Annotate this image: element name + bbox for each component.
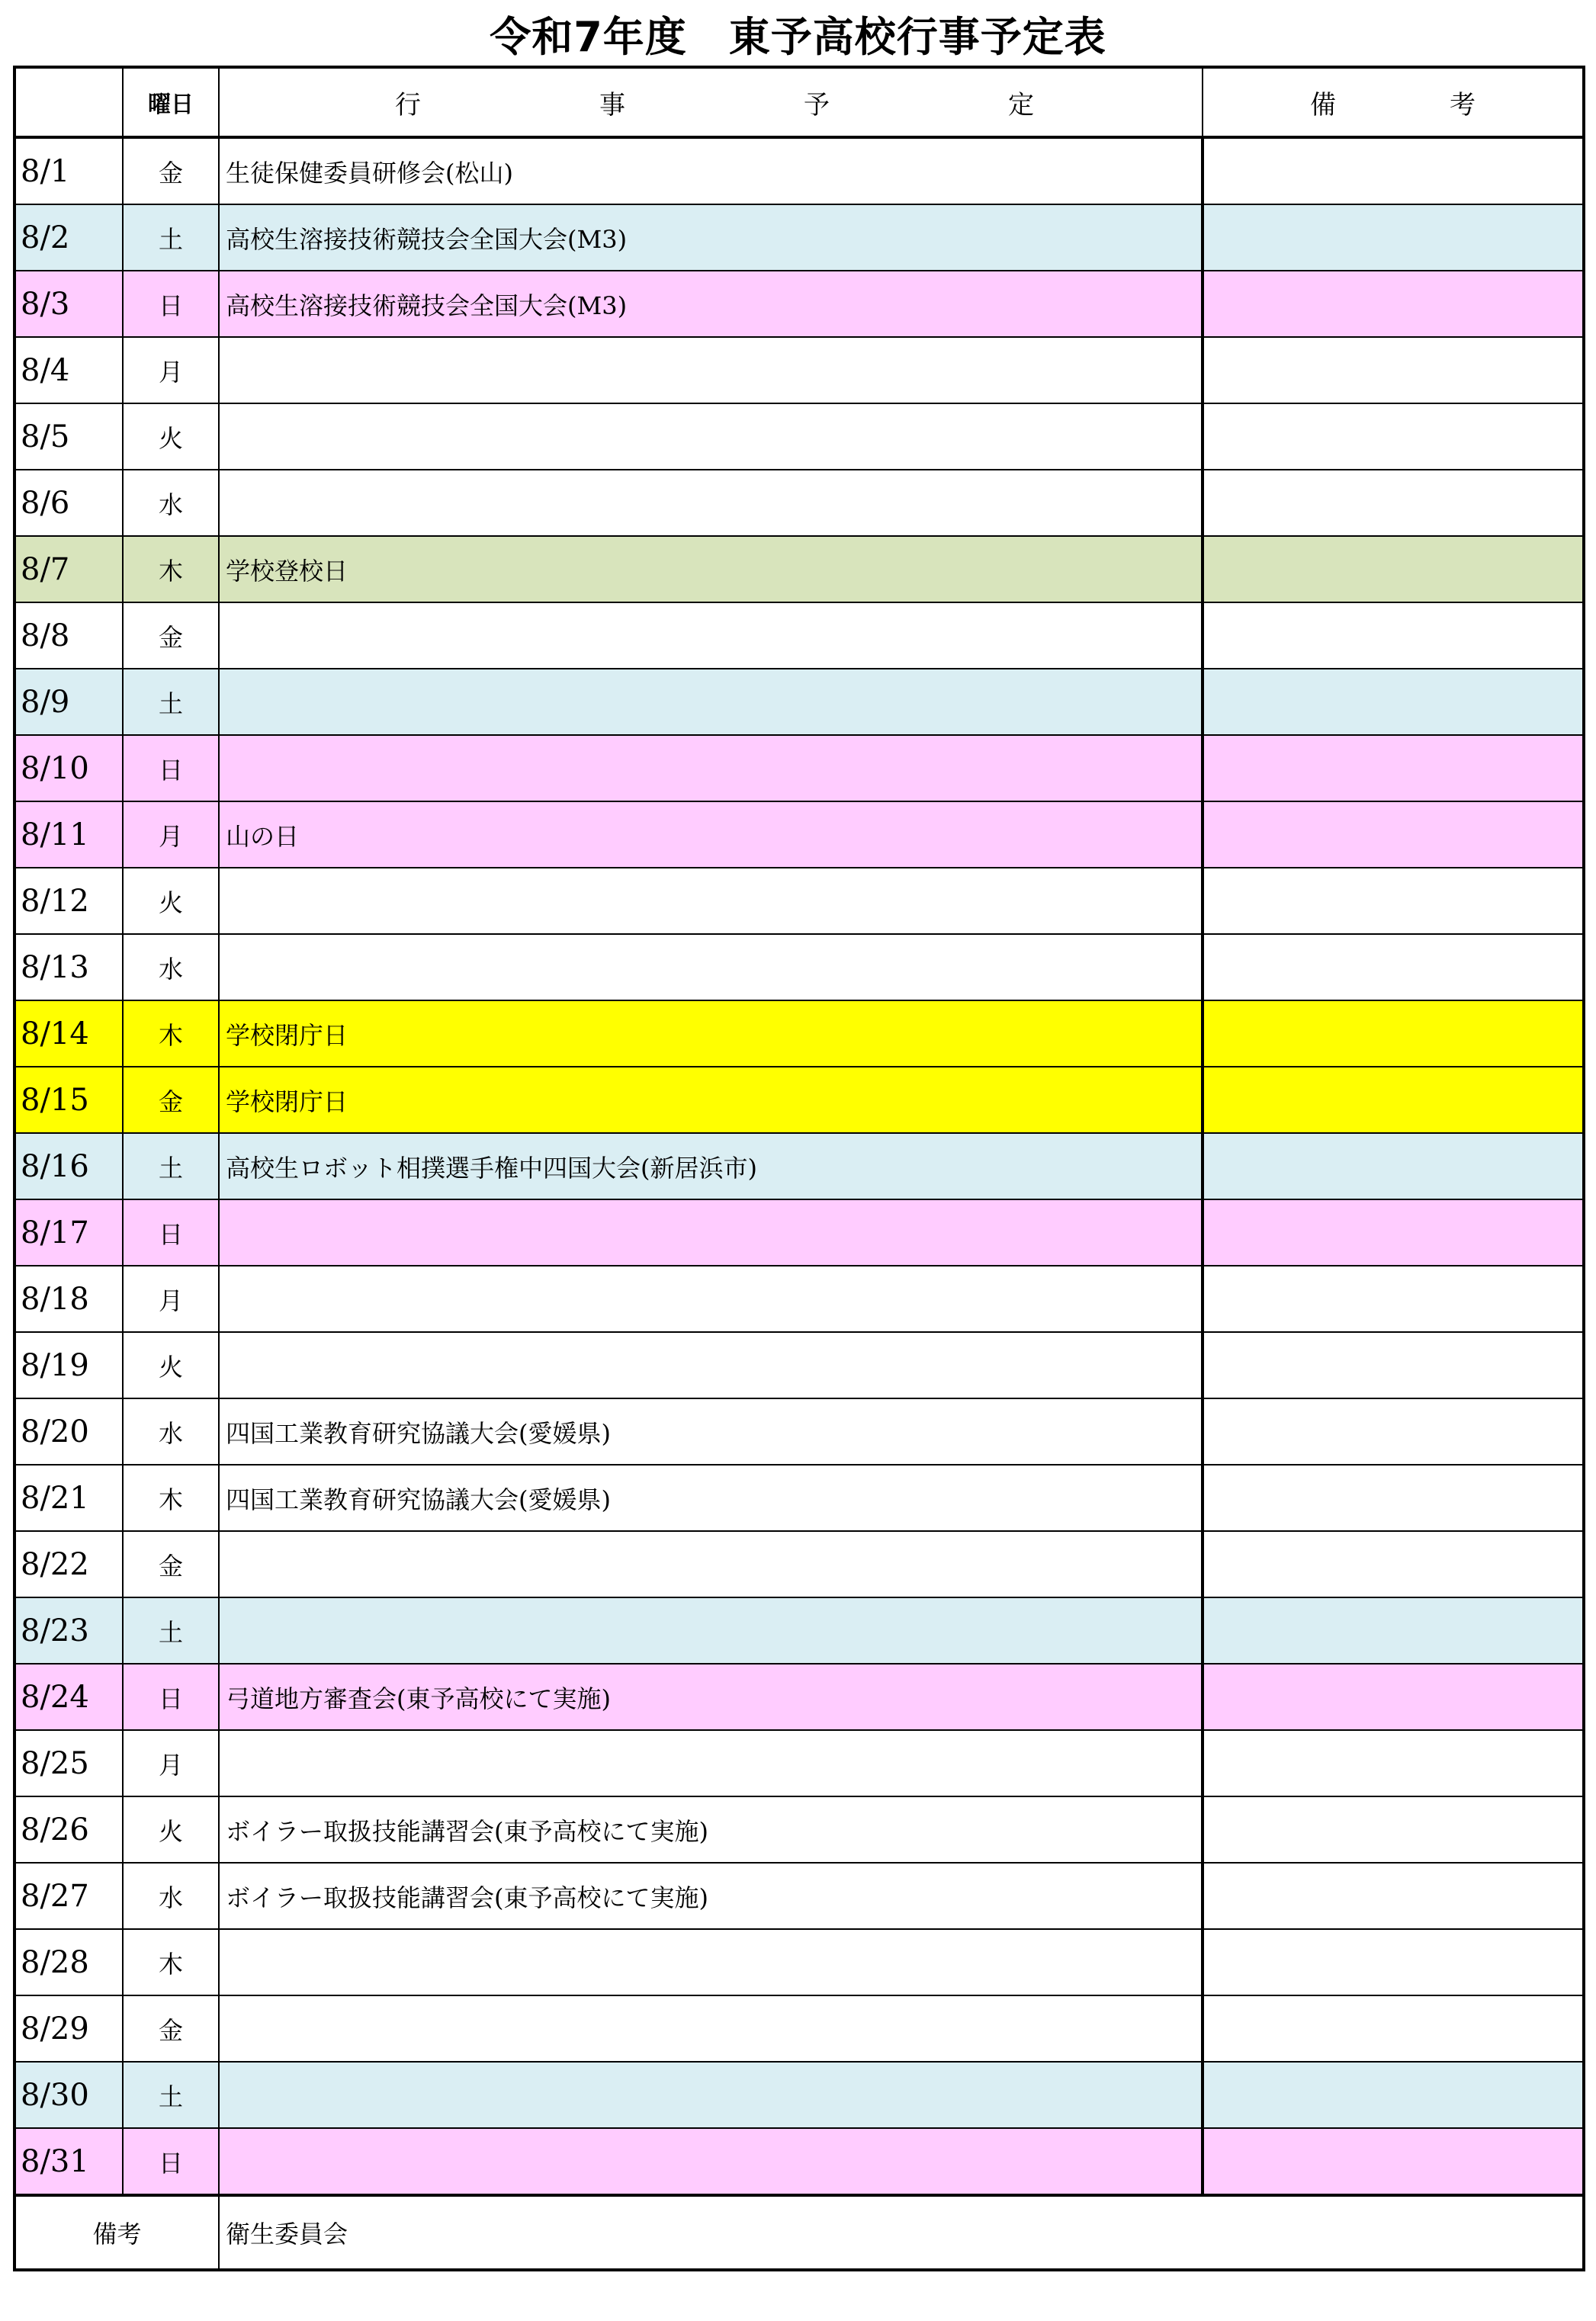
date-cell: 8/26 [14, 1796, 123, 1863]
date-cell: 8/30 [14, 2062, 123, 2128]
event-cell [219, 2062, 1203, 2128]
youbi-cell: 火 [123, 1332, 219, 1398]
youbi-cell: 日 [123, 1199, 219, 1266]
note-cell [1203, 1199, 1584, 1266]
event-cell: 高校生ロボット相撲選手権中四国大会(新居浜市) [219, 1133, 1203, 1199]
youbi-cell: 水 [123, 470, 219, 536]
table-row [14, 1995, 1584, 2062]
event-cell [219, 1199, 1203, 1266]
date-cell: 8/11 [14, 801, 123, 868]
youbi-cell: 木 [123, 536, 219, 602]
youbi-cell: 土 [123, 2062, 219, 2128]
event-cell: 学校閉庁日 [219, 1067, 1203, 1133]
footer-text: 衛生委員会 [219, 2195, 1584, 2270]
table-row [14, 536, 1584, 602]
date-cell: 8/16 [14, 1133, 123, 1199]
date-cell: 8/22 [14, 1531, 123, 1597]
table-row [14, 2062, 1584, 2128]
note-cell [1203, 1863, 1584, 1929]
table-row [14, 1796, 1584, 1863]
date-cell: 8/7 [14, 536, 123, 602]
note-cell [1203, 536, 1584, 602]
footer-label: 備考 [14, 2195, 219, 2270]
event-cell: ボイラー取扱技能講習会(東予高校にて実施) [219, 1796, 1203, 1863]
table-row [14, 1730, 1584, 1796]
note-cell [1203, 1597, 1584, 1664]
date-cell: 8/28 [14, 1929, 123, 1995]
youbi-cell: 水 [123, 934, 219, 1000]
youbi-cell: 月 [123, 337, 219, 403]
date-cell: 8/2 [14, 204, 123, 271]
date-cell: 8/10 [14, 735, 123, 801]
note-cell [1203, 1000, 1584, 1067]
event-cell [219, 602, 1203, 669]
youbi-cell: 月 [123, 801, 219, 868]
table-row [14, 1332, 1584, 1398]
youbi-cell: 金 [123, 1067, 219, 1133]
table-row [14, 1067, 1584, 1133]
note-cell [1203, 1465, 1584, 1531]
note-cell [1203, 735, 1584, 801]
note-cell [1203, 2062, 1584, 2128]
note-cell [1203, 934, 1584, 1000]
date-cell: 8/17 [14, 1199, 123, 1266]
event-cell [219, 934, 1203, 1000]
event-cell [219, 868, 1203, 934]
table-row [14, 602, 1584, 669]
youbi-cell: 木 [123, 1929, 219, 1995]
event-cell [219, 1929, 1203, 1995]
event-cell: 四国工業教育研究協議大会(愛媛県) [219, 1398, 1203, 1465]
youbi-cell: 水 [123, 1863, 219, 1929]
note-cell [1203, 669, 1584, 735]
table-row [14, 204, 1584, 271]
table-row [14, 669, 1584, 735]
table-row [14, 801, 1584, 868]
event-cell [219, 1995, 1203, 2062]
date-cell: 8/25 [14, 1730, 123, 1796]
schedule-body [14, 137, 1584, 2195]
youbi-cell: 日 [123, 735, 219, 801]
event-cell [219, 1332, 1203, 1398]
event-cell [219, 1266, 1203, 1332]
youbi-cell: 月 [123, 1730, 219, 1796]
schedule-table [13, 66, 1585, 2271]
event-cell [219, 403, 1203, 470]
date-cell: 8/20 [14, 1398, 123, 1465]
event-cell: 学校閉庁日 [219, 1000, 1203, 1067]
youbi-cell: 月 [123, 1266, 219, 1332]
note-header-char: 備 [1310, 89, 1336, 120]
note-cell [1203, 868, 1584, 934]
note-cell [1203, 602, 1584, 669]
note-cell [1203, 1332, 1584, 1398]
event-column-header [219, 67, 1203, 137]
table-row [14, 1929, 1584, 1995]
note-cell [1203, 1266, 1584, 1332]
event-cell [219, 1597, 1203, 1664]
note-cell [1203, 470, 1584, 536]
youbi-cell: 土 [123, 1133, 219, 1199]
date-cell: 8/27 [14, 1863, 123, 1929]
event-cell: 高校生溶接技術競技会全国大会(M3) [219, 271, 1203, 337]
note-cell [1203, 1929, 1584, 1995]
event-cell: 生徒保健委員研修会(松山) [219, 137, 1203, 204]
youbi-cell: 火 [123, 1796, 219, 1863]
event-cell [219, 337, 1203, 403]
table-row [14, 735, 1584, 801]
note-cell [1203, 1796, 1584, 1863]
date-cell: 8/9 [14, 669, 123, 735]
date-cell: 8/21 [14, 1465, 123, 1531]
note-cell [1203, 337, 1584, 403]
header-row [14, 67, 1584, 137]
event-cell [219, 1730, 1203, 1796]
youbi-cell: 火 [123, 403, 219, 470]
footer-row [14, 2195, 1584, 2270]
date-cell: 8/31 [14, 2128, 123, 2195]
event-cell [219, 2128, 1203, 2195]
event-cell [219, 470, 1203, 536]
event-cell: 四国工業教育研究協議大会(愛媛県) [219, 1465, 1203, 1531]
table-row [14, 1863, 1584, 1929]
note-cell [1203, 403, 1584, 470]
youbi-cell: 金 [123, 137, 219, 204]
date-cell: 8/19 [14, 1332, 123, 1398]
date-cell: 8/6 [14, 470, 123, 536]
note-header-char: 考 [1450, 89, 1476, 120]
event-cell [219, 735, 1203, 801]
event-header-char: 事 [599, 89, 625, 120]
table-row [14, 470, 1584, 536]
table-row [14, 2128, 1584, 2195]
event-cell: 学校登校日 [219, 536, 1203, 602]
date-cell: 8/4 [14, 337, 123, 403]
note-cell [1203, 1531, 1584, 1597]
table-row [14, 337, 1584, 403]
date-cell: 8/12 [14, 868, 123, 934]
date-cell: 8/13 [14, 934, 123, 1000]
note-column-header [1203, 67, 1584, 137]
event-header-char: 予 [804, 89, 830, 120]
table-row [14, 403, 1584, 470]
date-cell: 8/8 [14, 602, 123, 669]
date-cell: 8/18 [14, 1266, 123, 1332]
table-row [14, 1199, 1584, 1266]
date-cell: 8/29 [14, 1995, 123, 2062]
date-cell: 8/14 [14, 1000, 123, 1067]
note-cell [1203, 204, 1584, 271]
table-row [14, 1597, 1584, 1664]
table-row [14, 1465, 1584, 1531]
youbi-cell: 火 [123, 868, 219, 934]
event-header-char: 行 [395, 89, 421, 120]
event-cell: 弓道地方審査会(東予高校にて実施) [219, 1664, 1203, 1730]
note-cell [1203, 1133, 1584, 1199]
table-row [14, 1531, 1584, 1597]
table-row [14, 1664, 1584, 1730]
page-title: 令和7年度 東予高校行事予定表 [490, 13, 1106, 61]
youbi-cell: 土 [123, 1597, 219, 1664]
event-cell: 高校生溶接技術競技会全国大会(M3) [219, 204, 1203, 271]
table-row [14, 137, 1584, 204]
youbi-cell: 土 [123, 204, 219, 271]
event-cell [219, 1531, 1203, 1597]
date-cell: 8/23 [14, 1597, 123, 1664]
youbi-cell: 木 [123, 1465, 219, 1531]
table-row [14, 868, 1584, 934]
note-cell [1203, 1067, 1584, 1133]
date-column-header [14, 67, 123, 137]
date-cell: 8/15 [14, 1067, 123, 1133]
youbi-cell: 金 [123, 1995, 219, 2062]
note-cell [1203, 2128, 1584, 2195]
table-row [14, 1000, 1584, 1067]
youbi-cell: 土 [123, 669, 219, 735]
event-cell: 山の日 [219, 801, 1203, 868]
youbi-cell: 日 [123, 271, 219, 337]
table-row [14, 934, 1584, 1000]
event-cell: ボイラー取扱技能講習会(東予高校にて実施) [219, 1863, 1203, 1929]
date-cell: 8/5 [14, 403, 123, 470]
date-cell: 8/24 [14, 1664, 123, 1730]
table-row [14, 1133, 1584, 1199]
youbi-cell: 日 [123, 2128, 219, 2195]
note-cell [1203, 1664, 1584, 1730]
note-cell [1203, 801, 1584, 868]
note-cell [1203, 1730, 1584, 1796]
table-row [14, 1266, 1584, 1332]
table-row [14, 1398, 1584, 1465]
event-cell [219, 669, 1203, 735]
table-row [14, 271, 1584, 337]
date-cell: 8/3 [14, 271, 123, 337]
note-cell [1203, 1398, 1584, 1465]
youbi-cell: 日 [123, 1664, 219, 1730]
youbi-cell: 水 [123, 1398, 219, 1465]
date-cell: 8/1 [14, 137, 123, 204]
youbi-column-header: 曜日 [123, 67, 219, 137]
event-header-char: 定 [1008, 89, 1034, 120]
note-cell [1203, 271, 1584, 337]
youbi-cell: 金 [123, 1531, 219, 1597]
note-cell [1203, 1995, 1584, 2062]
note-cell [1203, 137, 1584, 204]
youbi-cell: 木 [123, 1000, 219, 1067]
youbi-cell: 金 [123, 602, 219, 669]
